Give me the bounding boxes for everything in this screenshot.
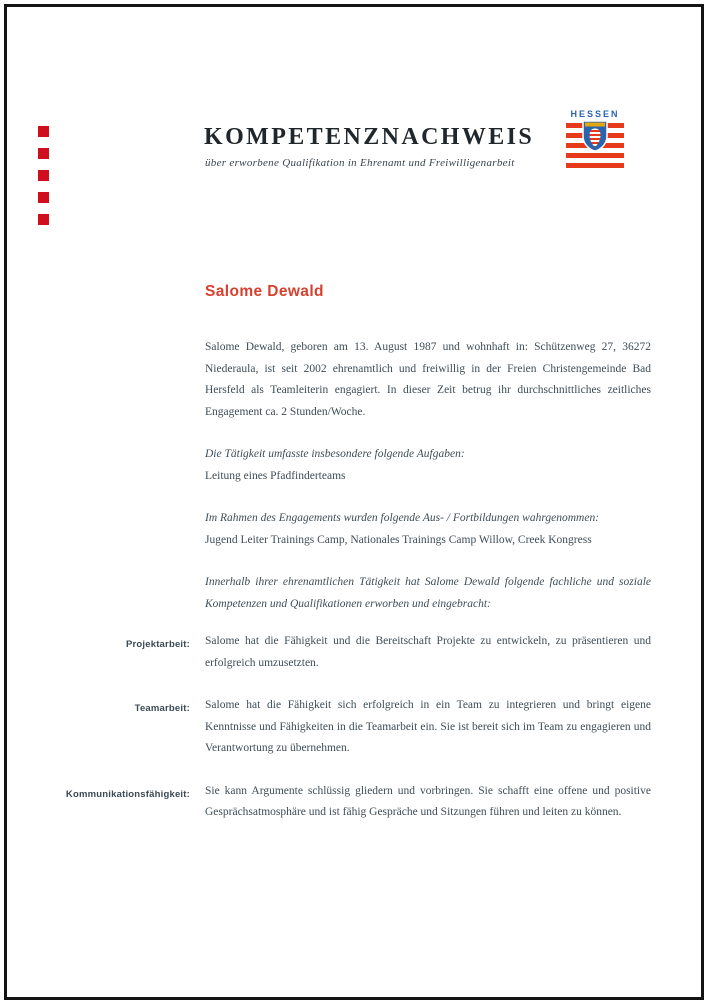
certificate-body (65, 283, 651, 845)
tasks-value: Leitung eines Pfadfinderteams (205, 469, 346, 482)
hessen-coat-of-arms-icon (582, 120, 608, 157)
logo-stripe (566, 163, 624, 168)
accent-square (38, 214, 49, 225)
tasks-lead: Die Tätigkeit umfasste insbesondere folgende Aufgaben: (205, 448, 465, 460)
competency-label: Projektarbeit: (125, 639, 190, 650)
accent-squares (38, 126, 49, 236)
document-subtitle: über erworbene Qualifikation in Ehrenamt und Freiwilligenarbeit (205, 157, 515, 169)
intro-paragraph: Salome Dewald, geboren am 13. August 1987 und wohnhaft in: Schützenweg 27, 36272 Niederaula, ist seit 2002 ehrenamtlich und freiwillig in der Freien Christengemeinde Bad Hersfeld als Teamleiterin engagiert. In dieser Zeit betrug ihr durchschnittliches zeitliches Engagement ca. 2 Stunden/Woche. (205, 341, 651, 418)
competency-text: Salome hat die Fähigkeit und die Bereitschaft Projekte zu entwickeln, zu präsentieren und erfolgreich umzusetzten. (205, 635, 651, 669)
trainings-section (205, 508, 651, 551)
hessen-logo-wordmark: HESSEN (570, 109, 620, 119)
tasks-section (205, 444, 651, 487)
document-title: KOMPETENZNACHWEIS (204, 124, 535, 150)
accent-square (38, 170, 49, 181)
accent-square (38, 148, 49, 159)
trainings-value: Jugend Leiter Trainings Camp, Nationales Trainings Camp Willow, Creek Kongress (205, 533, 592, 546)
competency-label: Teamarbeit: (134, 703, 190, 714)
recipient-name: Salome Dewald (205, 283, 324, 300)
hessen-logo (562, 109, 628, 173)
competency-row-kommunikationsfaehigkeit (65, 781, 651, 824)
competency-row-teamarbeit (134, 695, 651, 760)
accent-square (38, 192, 49, 203)
hessen-logo-stripes (566, 123, 624, 168)
competency-label: Kommunikationsfähigkeit: (65, 788, 190, 800)
accent-square (38, 126, 49, 137)
competency-text: Sie kann Argumente schlüssig gliedern und vorbringen. Sie schafft eine offene und positive Gesprächsatmosphäre und ist fähig Gespräche und Sitzungen führen und leiten zu können. (205, 784, 651, 818)
trainings-lead: Im Rahmen des Engagements wurden folgende Aus- / Fortbildungen wahrgenommen: (205, 512, 600, 524)
competency-row-projektarbeit (125, 631, 651, 674)
competency-text: Salome hat die Fähigkeit sich erfolgreich in ein Team zu integrieren und bringt eigene Kenntnisse und Fähigkeiten in die Teamarbeit ein. Sie ist bereit sich im Team zu engagieren und Verantwortung zu übernehmen. (205, 699, 651, 754)
competence-intro: Innerhalb ihrer ehrenamtlichen Tätigkeit hat Salome Dewald folgende fachliche und soziale Kompetenzen und Qualifikationen erworben und eingebracht: (205, 576, 651, 610)
